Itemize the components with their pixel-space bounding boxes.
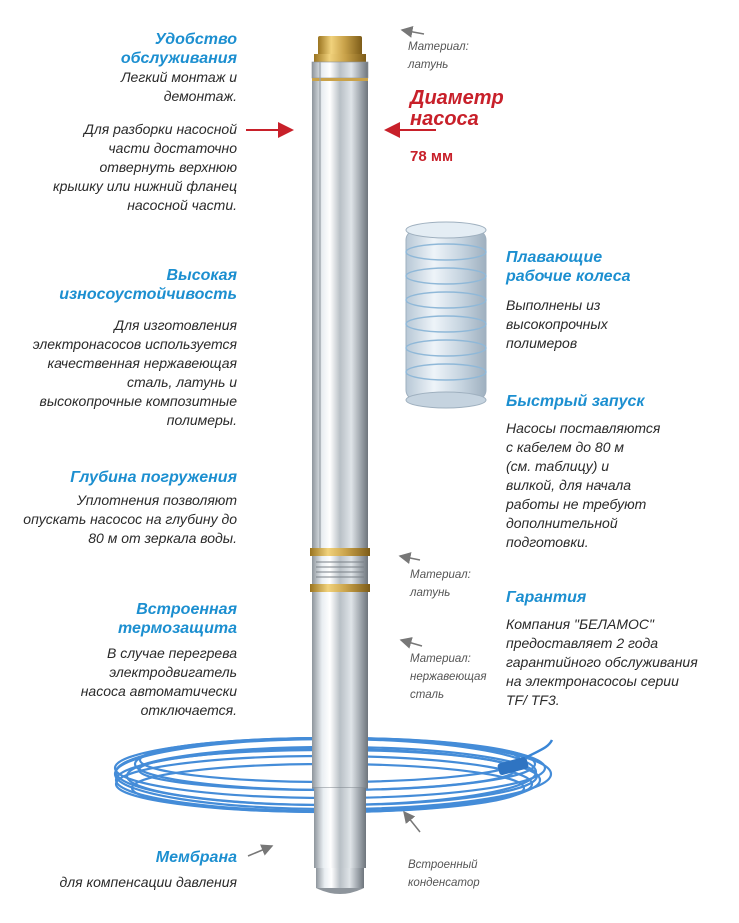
feature-desc: Для разборки насосной части достаточно отвернуть верхнюю крышку или нижний фланец насосной части. [52, 121, 237, 213]
feature-desc: Для изготовления электронасосов используется качественная нержавеющая сталь, латунь и высокопрочные композитные полимеры. [32, 317, 237, 428]
feature-desc: Насосы поставляются с кабелем до 80 м (см. таблицу) и вилкой, для начала работы не требуют дополнительной подготовки. [506, 420, 661, 550]
feature-desc: Компания "БЕЛАМОС" предоставляет 2 года гарантийного обслуживания на электронасосоы серии TF/ TF3. [506, 616, 698, 708]
feature-title: Мембрана [155, 849, 237, 866]
feature-wear-resistance [0, 266, 237, 430]
feature-desc: Уплотнения позволяют опускать насосос на глубину до 80 м от зеркала воды. [23, 492, 237, 546]
pump-body [310, 36, 370, 894]
feature-title: Быстрый запуск [506, 393, 645, 410]
diameter-value: 78 мм [410, 148, 454, 165]
feature-thermal-protection [0, 600, 237, 720]
callout-capacitor: Встроенный конденсатор [408, 859, 480, 889]
callout-material-brass-mid: Материал: латунь [410, 569, 471, 599]
feature-desc: Выполнены из высокопрочных полимеров [506, 297, 608, 351]
feature-desc: В случае перегрева электродвигатель насоса автоматически отключается. [80, 645, 237, 718]
feature-title: Гарантия [506, 589, 587, 606]
feature-title: Встроенная термозащита [117, 601, 237, 637]
feature-depth [0, 468, 237, 548]
feature-title: Плавающие рабочие колеса [506, 249, 631, 285]
feature-title: Удобство обслуживания [120, 31, 237, 67]
callout-material-steel: Материал: нержавеющая сталь [410, 653, 487, 701]
feature-desc: Легкий монтаж и демонтаж. [120, 69, 237, 104]
feature-title: Глубина погружения [70, 469, 237, 486]
feature-quick-start [506, 392, 731, 552]
feature-maintenance [7, 30, 237, 215]
diameter-title: Диаметр насоса [410, 87, 504, 130]
feature-title: Высокая износоустойчивость [59, 267, 237, 303]
feature-membrane [0, 848, 237, 892]
impeller-stack [406, 222, 486, 408]
feature-desc: для компенсации давления [59, 874, 237, 890]
callout-material-brass-top: Материал: латунь [408, 41, 469, 71]
feature-floating-impellers [506, 248, 726, 353]
feature-warranty [506, 588, 734, 710]
